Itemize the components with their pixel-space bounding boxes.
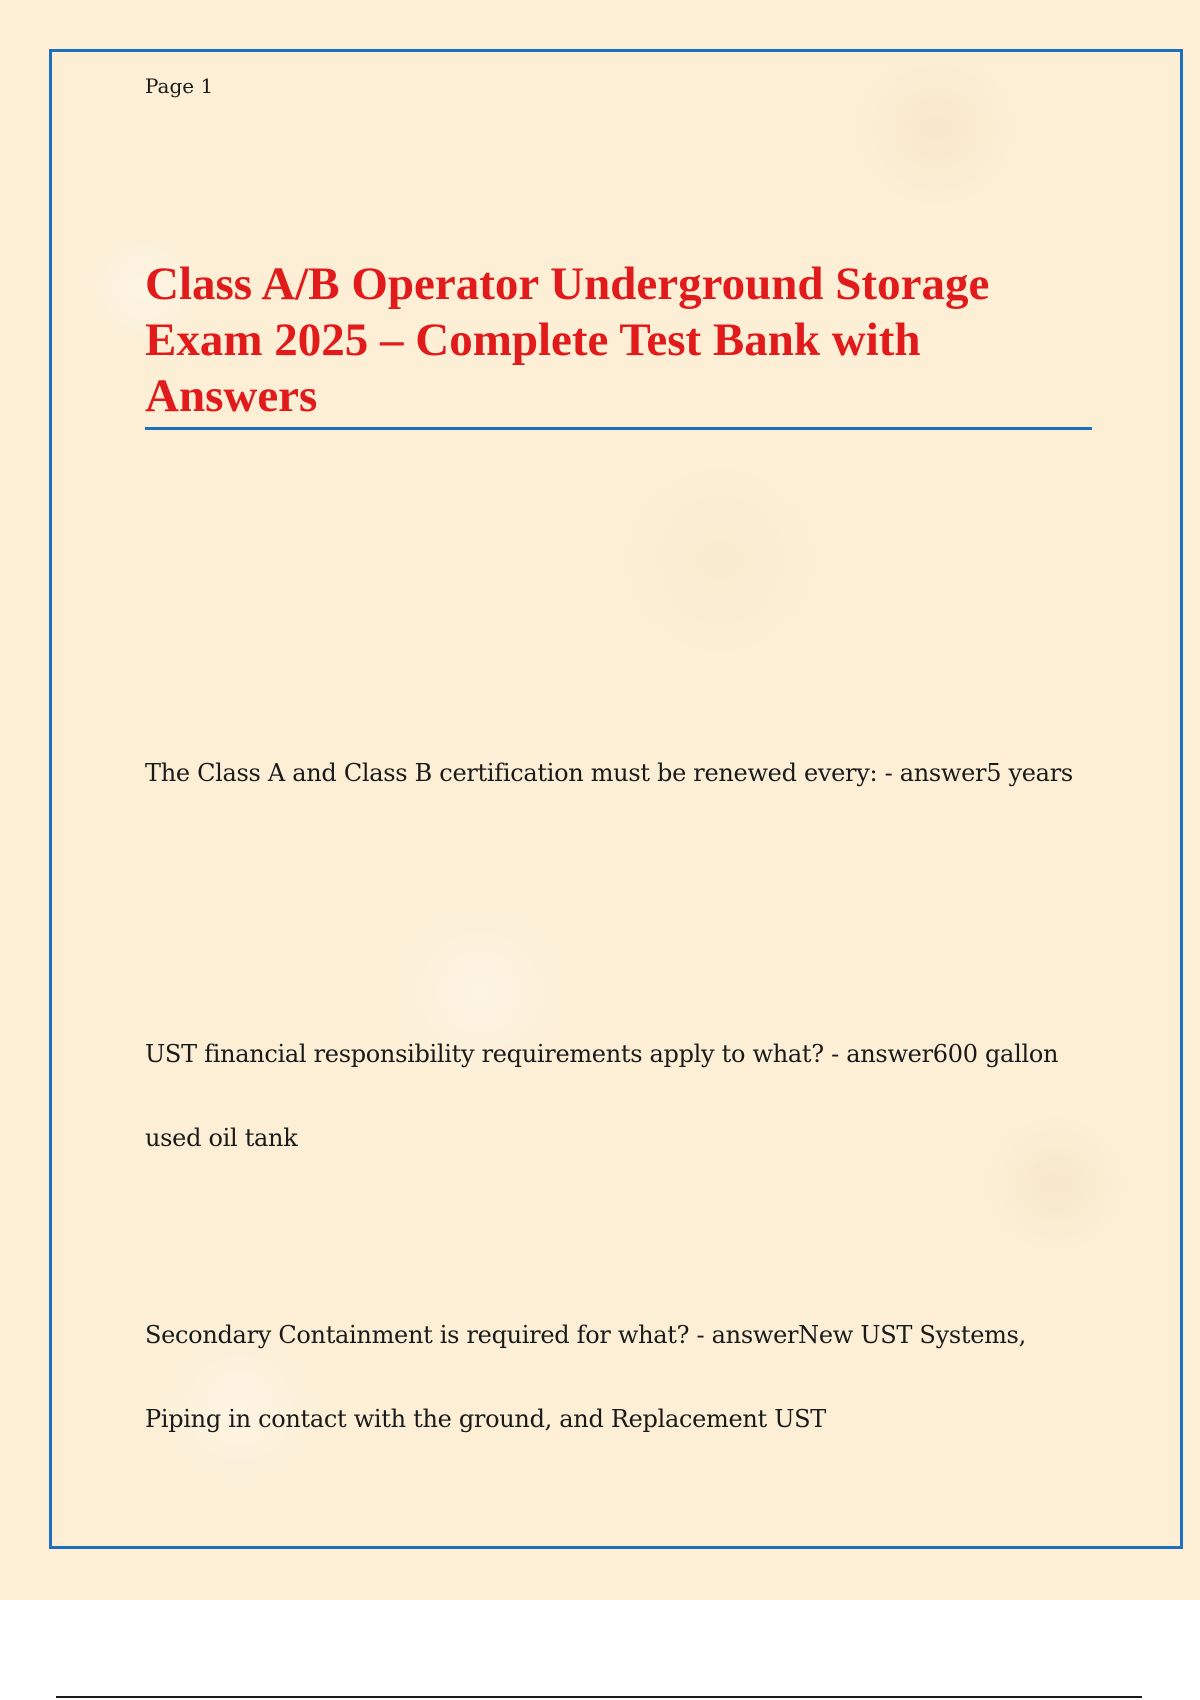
document-title: Class A/B Operator Underground Storage Exam 2025 – Complete Test Bank with Answers xyxy=(145,258,990,422)
page-number-label: Page 1 xyxy=(145,74,214,98)
footer-divider xyxy=(56,1696,1142,1698)
title-underline-divider xyxy=(145,427,1092,430)
question-answer-item: Secondary Containment is required for what? - answerNew UST Systems, Piping in contact with the ground, and Replacement UST xyxy=(145,1321,1026,1433)
question-answer-item: The Class A and Class B certification must be renewed every: - answer5 years xyxy=(145,759,1073,787)
question-answer-item: UST financial responsibility requirements apply to what? - answer600 gallon used oil tank xyxy=(145,1040,1059,1152)
